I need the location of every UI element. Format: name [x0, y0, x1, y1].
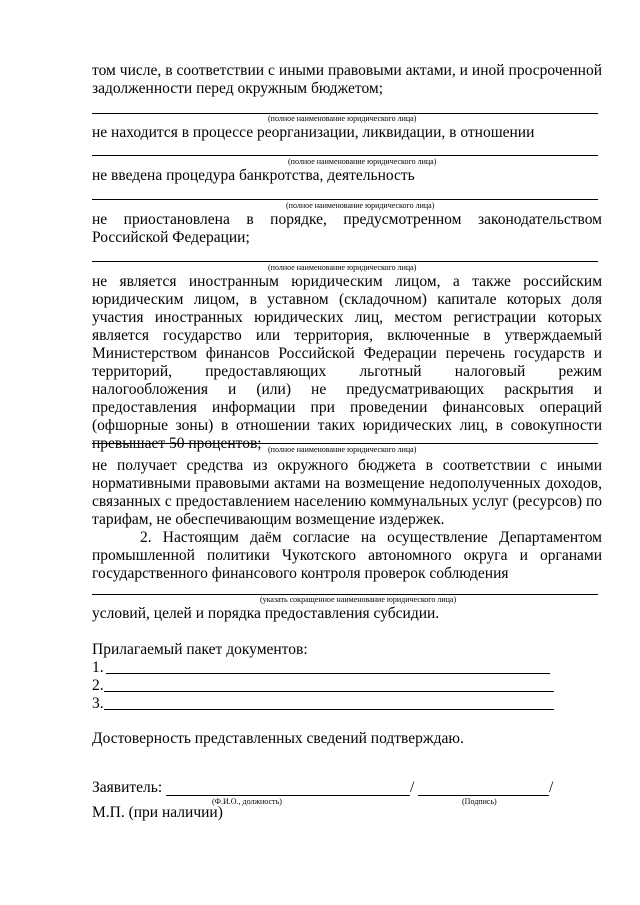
name-field-line-3: [92, 199, 598, 200]
name-field-line-5: [92, 443, 598, 444]
paragraph-conditions: условий, целей и порядка предоставления субсидии.: [92, 605, 440, 622]
applicant-signature-line[interactable]: [418, 795, 549, 796]
document-item-2-line[interactable]: [104, 691, 554, 692]
documents-heading: Прилагаемый пакет документов:: [92, 641, 308, 658]
paragraph-foreign-entity: не является иностранным юридическим лицом, а также российским юридическим лицом, в уставном (складочном) капитале которых доля участия иностранных юридических лиц, местом регистрации которых является государство или территория, включенные в утверждаемый Министерством финансов Российской Федерации перечень государств и территорий, предоставляющих льготный налоговый режим налогообложения и (или) не предусматривающих раскрытия и предоставления информации при проведении финансовых операций (офшорные зоны) в отношении таких юридических лиц, в совокупности превышает 50 процентов;: [92, 273, 602, 452]
paragraph-overdue-debt: том числе, в соответствии с иными правовыми актами, и иной просроченной задолженности перед окружным бюджетом;: [92, 62, 602, 97]
stamp-note: М.П. (при наличии): [92, 804, 223, 821]
caption-fio: (Ф.И.О., должность): [212, 797, 282, 806]
caption-full-name-5: (полное наименование юридического лица): [268, 445, 417, 454]
document-item-1-number: 1.: [92, 659, 104, 676]
document-item-2-number: 2.: [92, 677, 104, 694]
caption-full-name-2: (полное наименование юридического лица): [288, 157, 437, 166]
document-item-3-number: 3.: [92, 695, 104, 712]
paragraph-reorganization: не находится в процессе реорганизации, ликвидации, в отношении: [92, 124, 535, 141]
caption-full-name-1: (полное наименование юридического лица): [268, 114, 417, 123]
paragraph-bankruptcy: не введена процедура банкротства, деятельность: [92, 167, 415, 184]
caption-full-name-4: (полное наименование юридического лица): [268, 263, 417, 272]
paragraph-consent: 2. Настоящим даём согласие на осуществление Департаментом промышленной политики Чукотского автономного округа и органами государственного финансового контроля проверок соблюдения: [92, 529, 602, 582]
signature-slash-2: /: [549, 779, 554, 796]
name-field-line-4: [92, 261, 598, 262]
document-item-3-line[interactable]: [104, 709, 554, 710]
name-field-line-2: [92, 155, 598, 156]
document-item-1-line[interactable]: [106, 673, 550, 674]
confirmation-statement: Достоверность представленных сведений подтверждаю.: [92, 730, 464, 747]
caption-signature: (Подпись): [462, 797, 497, 806]
signature-slash-1: /: [410, 779, 415, 796]
applicant-name-line[interactable]: [166, 795, 410, 796]
caption-full-name-3: (полное наименование юридического лица): [286, 201, 435, 210]
paragraph-budget-funds: не получает средства из окружного бюджета в соответствии с иными нормативными правовыми актами на возмещение недополученных доходов, связанных с предоставлением населению коммунальных услуг (ресурсов) по тарифам, не обеспечивающим возмещение издержек.: [92, 457, 602, 528]
applicant-label: Заявитель:: [92, 779, 163, 796]
paragraph-suspension: не приостановлена в порядке, предусмотренном законодательством Российской Федерации;: [92, 211, 602, 246]
caption-short-name: (указать сокращенное наименование юридического лица): [260, 595, 457, 604]
